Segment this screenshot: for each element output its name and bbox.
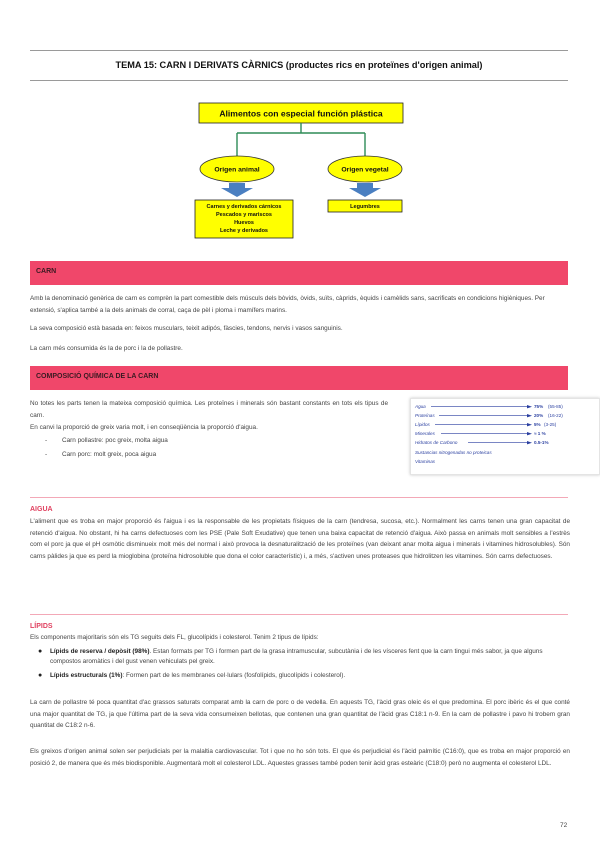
composition-value: 0.5-1%	[534, 440, 549, 445]
composition-range: (16-22)	[548, 413, 563, 418]
section-title-composicio: COMPOSICIÓ QUÍMICA DE LA CARN	[36, 373, 159, 380]
left-item-3: Huevos	[234, 220, 254, 226]
composition-value: 20%	[534, 413, 544, 418]
composition-value: ≈ 1 %	[534, 431, 546, 436]
composition-figure	[410, 398, 600, 475]
diagram-connector	[237, 123, 365, 157]
section-title-lipids: LÍPIDS	[30, 623, 53, 630]
protein-foods-diagram	[193, 97, 413, 245]
composition-label: Proteínas	[415, 413, 435, 418]
top-rule	[30, 50, 568, 51]
section-title-carn: CARN	[36, 268, 57, 275]
origin-animal-label: Origen animal	[214, 166, 260, 174]
carn-paragraph-1: Amb la denominació genèrica de carn es comprèn la part comestible dels músculs dels bòvids, òvids, suïts, càprids, èquids i camèlids sans, sacrificats en condicions higièniques. Per extensió, s'aplica també a la dels animals de corral, caça de pèl i ploma i mamífers marins.	[30, 295, 545, 314]
left-item-4: Leche y derivados	[220, 228, 268, 234]
bullet-bold: Lípids de reserva / depòsit (98%)	[50, 648, 150, 655]
bullet-text: . Estan formats per TG i formen part de la grasa intramuscular, subcutània i de les vísceres fent que la carn tingui més sabor, ja que alguns compostos aromàtics i del gust venen vehiculats pel greix.	[50, 648, 543, 665]
lipids-paragraph-3: Els greixos d'origen animal solen ser perjudicials per la malaltia cardiovascular. Tot i que no ho són tots. El que és perjudicial és l'àcid palmític (C16:0), que es troba en major proporció en posició 2, de manera que és més biodisponible. Augmentarà molt el colesterol LDL. Aquestes grasses també poden tenir àcid gras esteàric (C18:0) però no augmenta el colesterol LDL.	[30, 748, 570, 767]
aigua-paragraph: L'aliment que es troba en major proporció és l'aigua i es la responsable de les propietats físiques de la carn (tendresa, sucosa, etc.). Normalment les carns tenen una gran capacitat de retenció d'aigua. No obstant, hi ha carns defectuoses com les PSE (Pale Soft Exudative) que tenen una baixa capacitat de retenció d'aigua. Això passa en animals molt sensibles a l'estrès com el porc ja que el pH osmòtic disminueix molt més del normal i això provoca la desnaturalització de les proteïnes (van deixant anar molta aigua i minerals i vitamines hidrosolubles). Són carns pàlides ja que es perd la mioglobina (proteïna hidrosoluble que dona el color característic) i, a més, s'activen unes proteases que hidrolitzen les vitamines. Són carns defectuoses.	[30, 518, 570, 560]
left-item-2: Pescados y mariscos	[216, 212, 272, 218]
bullet-text: : Formen part de les membranes cel·lulars (fosfolípids, glucolípids i colesterol).	[122, 672, 346, 679]
composition-label: Sustancias nitrogenadas no proteicas	[415, 450, 492, 455]
left-item-1: Carnes y derivados cárnicos	[206, 204, 282, 210]
title-rule	[30, 80, 568, 81]
lipids-paragraph-2: La carn de pollastre té poca quantitat d'ac grassos saturats comparat amb la carn de porc o de vedella. En aquests TG, l'àcid gras oleic és el que predomina. El porc ibèric és el que conté una major quantitat de TG, ja que l'última part de la seva vida consumeixen bellotas, que contenen una gran quantitat de l'àcid gras C18:1 n-9. En la carn de pollastre i pavo hi trobem gran quantitat de C18:2 n-6.	[30, 699, 570, 729]
composicio-line-2: En canvi la proporció de greix varia molt, i en conseqüència la proporció d'aigua.	[30, 424, 258, 431]
composition-chart	[411, 399, 599, 474]
composition-value: 5%	[534, 422, 541, 427]
divider-aigua	[30, 497, 568, 498]
page-title: TEMA 15: CARN I DERIVATS CÀRNICS (productes rics en proteïnes d'origen animal)	[115, 60, 483, 70]
lipids-intro: Els components majoritaris són els TG seguits dels FL, glucolípids i colesterol. Tenim 2 tipus de lípids:	[30, 634, 319, 641]
composition-label: Vitaminas	[415, 459, 436, 464]
composition-label: Minerales	[415, 431, 435, 436]
composition-value: 75%	[534, 404, 544, 409]
page-number: 72	[560, 822, 568, 829]
diagram-header: Alimentos con especial función plástica	[219, 108, 383, 119]
bullet-bold: Lípids estructurals (1%)	[50, 672, 123, 679]
carn-paragraph-2: La seva composició està basada en: feixos musculars, teixit adipós, fàscies, tendons, nervis i vasos sanguinis.	[30, 325, 343, 332]
section-header-carn	[30, 261, 568, 285]
section-title-aigua: AIGUA	[30, 506, 53, 513]
carn-paragraph-3: La carn més consumida és la de porc i la de pollastre.	[30, 345, 183, 352]
right-arrow	[349, 183, 381, 197]
right-item: Legumbres	[350, 204, 380, 211]
composicio-line-1: No totes les parts tenen la mateixa composició química. Les proteïnes i minerals són bastant constants en tots els tipus de carn.	[30, 400, 388, 419]
origin-vegetal-label: Origen vegetal	[341, 166, 389, 174]
composition-range: (3-25)	[544, 422, 557, 427]
divider-lipids	[30, 614, 568, 615]
composition-range: (55-85)	[548, 404, 563, 409]
section-header-composicio	[30, 366, 568, 390]
composition-label: Lípidos	[415, 422, 430, 427]
left-arrow	[221, 183, 253, 197]
composition-label: Agua	[415, 404, 426, 409]
composition-label: Hidratos de Carbono	[415, 440, 458, 445]
